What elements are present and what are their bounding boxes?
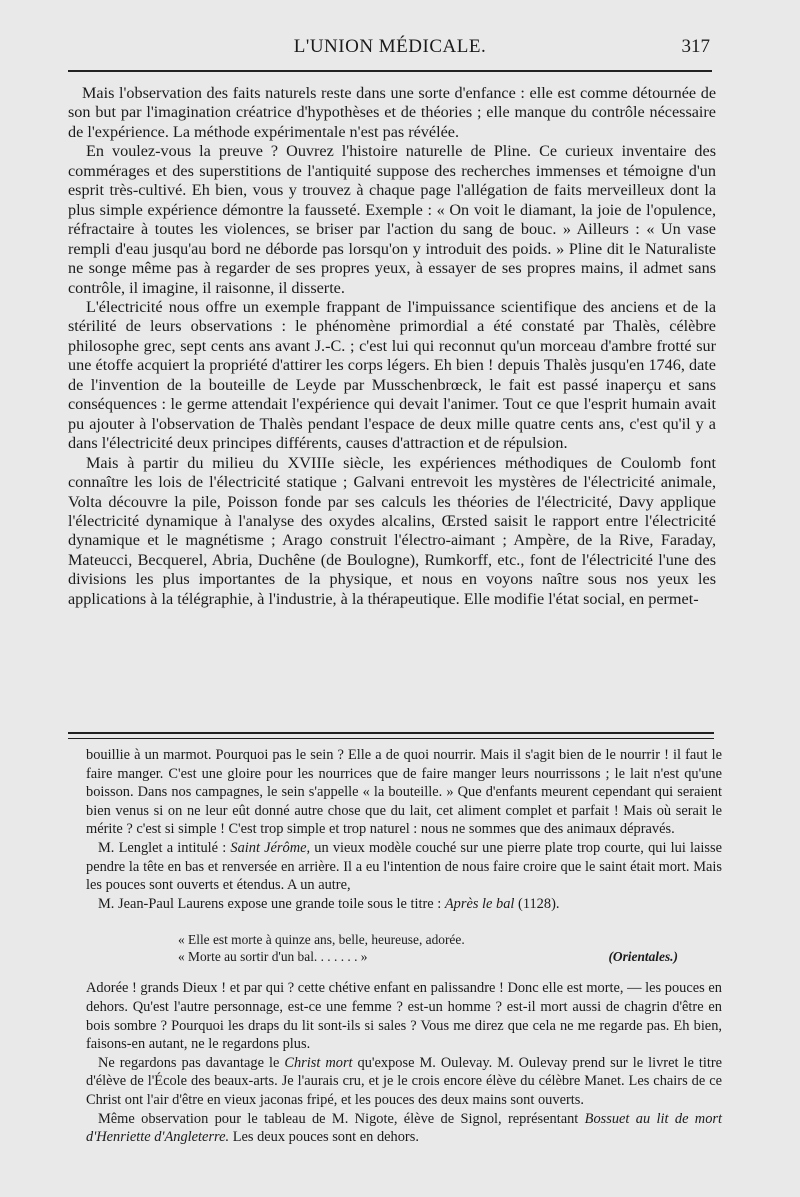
feuilleton-paragraph xyxy=(86,839,722,895)
text-run: un vieux modèle couché sur une pierre plate trop courte, qui lui laisse pendre la tête en bas et renversée en arrière. Il a eu l'intention de nous faire croire que le saint était mort. Mais les pouces sont ouverts et étendus. A un autre, xyxy=(86,839,722,894)
verse-line: « Elle est morte à quinze ans, belle, heureuse, adorée. xyxy=(178,932,465,948)
verse-quote xyxy=(86,931,722,965)
feuilleton-paragraph xyxy=(86,1054,722,1110)
feuilleton-divider xyxy=(68,732,714,739)
feuilleton-paragraph xyxy=(86,1110,722,1147)
feuilleton-paragraph: Adorée ! grands Dieux ! et par qui ? cette chétive enfant en palissandre ! Donc elle est morte, — les pouces en dehors. Qu'est l'autre personnage, est-ce une femme ? est-un homme ? est-il mort aussi de chagrin d'être en bois sombre ? Pourquoi les draps du lit sont-ils si sales ? Vous me direz que cela ne me regarde pas. Eh bien, faisons-en autant, ne le regardons plus. xyxy=(86,980,722,1053)
feuilleton-paragraph: bouillie à un marmot. Pourquoi pas le sein ? Elle a de quoi nourrir. Mais il s'agit bien de le nourrir ! il faut le faire manger. C'est une gloire pour les nourrices que de faire manger leurs nourrissons ; le lait n'est qu'une boisson. Dans nos campagnes, le sein s'appelle « la bouteille. » Que d'enfants meurent cependant qui seraient bien venus si on ne leur eût donné autre chose que du lait, cet aliment complet et parfait ! Mais où serait le mérite ? c'est si simple ! C'est trop simple et trop naturel : nous ne sommes que des animaux dépravés. xyxy=(86,747,722,838)
page-header xyxy=(66,34,714,64)
verse-source: (Orientales.) xyxy=(608,949,678,965)
header-rule xyxy=(68,70,712,72)
feuilleton xyxy=(86,746,722,1147)
text-run: Ne regardons pas davantage le xyxy=(98,1054,285,1071)
paragraph: Mais à partir du milieu du XVIIIe siècle, les expériences méthodiques de Coulomb font connaître les lois de l'électricité statique ; Galvani entrevoit les mystères de l'électricité animale, Volta découvre la pile, Poisson fonde par ses calculs les théories de l'électricité, Davy applique l'électricité dynamique à l'analyse des oxydes alcalins, Œrsted saisit le rapport entre l'électricité dynamique et le magnétisme ; Arago construit l'électro-aimant ; Ampère, de la Rive, Faraday, Mateucci, Becquerel, Abria, Duchêne (de Boulogne), Rumkorff, etc., font de l'électricité l'une des divisions les plus importantes de la physique, et nous en voyons naître sous nos yeux les applications à la télégraphie, à l'industrie, à la thérapeutique. Elle modifie l'état social, en permet- xyxy=(68,453,716,608)
artwork-title: Après le bal xyxy=(444,895,515,912)
text-run: Même observation pour le tableau de M. Nigote, élève de Signol, représentant xyxy=(98,1110,585,1127)
verse-text: « Morte au sortir d'un bal. . . . . . . » xyxy=(178,949,368,965)
text-run: (1128). xyxy=(514,895,560,912)
artwork-title: Saint Jérôme, xyxy=(230,839,311,856)
text-run: M. Lenglet a intitulé : xyxy=(98,839,231,856)
running-title: L'UNION MÉDICALE. xyxy=(293,36,487,57)
paragraph: En voulez-vous la preuve ? Ouvrez l'histoire naturelle de Pline. Ce curieux inventaire des commérages et des superstitions de l'antiquité suppose des recherches immenses et témoigne d'un esprit très-cultivé. Eh bien, vous y trouvez à chaque page l'allégation de faits merveilleux dont la plus simple expérience démontre la fausseté. Exemple : « On voit le diamant, la joie de l'opulence, réfractaire à toutes les violences, se briser par l'action du sang de bouc. » Ailleurs : « Un vase rempli d'eau jusqu'au bord ne déborde pas lorsqu'on y introduit des poids. » Pline dit le Naturaliste ne songe même pas à regarder de ses propres yeux, à essayer de ses propres mains, il admet sans contrôle, il imagine, il raisonne, il disserte. xyxy=(68,142,716,297)
main-article xyxy=(68,84,716,609)
feuilleton-paragraph xyxy=(86,895,722,914)
artwork-title: Bossuet au lit de mort d'Henriette d'Angleterre. xyxy=(86,1110,722,1146)
text-run: Les deux pouces sont en dehors. xyxy=(229,1129,419,1146)
paragraph: L'électricité nous offre un exemple frappant de l'impuissance scientifique des anciens et de la stérilité de leurs observations : le phénomène primordial a été constaté par Thalès, célèbre philosophe grec, sept cents ans avant J.-C. ; c'est lui qui reconnut qu'un morceau d'ambre frotté sur une étoffe acquiert la propriété d'attirer les corps légers. Eh bien ! depuis Thalès jusqu'en 1746, date de l'invention de la bouteille de Leyde par Musschenbrœck, le fait est passé inaperçu et sans conséquences : le germe attendait l'expérience qui devait l'animer. Tout ce que l'esprit humain avait pu ajouter à l'observation de Thalès pendant l'espace de deux mille quatre cents ans, c'est qu'il y a dans l'électricité deux principes différents, causes d'attraction et de répulsion. xyxy=(68,297,716,453)
page-number: 317 xyxy=(681,36,710,57)
verse-line xyxy=(178,948,722,965)
text-run: M. Jean-Paul Laurens expose une grande toile sous le titre : xyxy=(98,895,445,912)
artwork-title: Christ mort xyxy=(284,1054,353,1071)
paragraph: Mais l'observation des faits naturels reste dans une sorte d'enfance : elle est comme détournée de son but par l'imagination créatrice d'hypothèses et de théories ; elle manque du contrôle nécessaire de l'expérience. La méthode expérimentale n'est pas révélée. xyxy=(68,84,716,141)
text-run: qu'expose M. Oulevay. M. Oulevay prend sur le livret le titre d'élève de l'École des beaux-arts. Je l'aurais cru, et je le crois encore élève du célèbre Manet. Les chairs de ce Christ ont l'air d'être en vieux jaconas fripé, et les pouces des deux mains sont ouverts. xyxy=(86,1054,723,1108)
